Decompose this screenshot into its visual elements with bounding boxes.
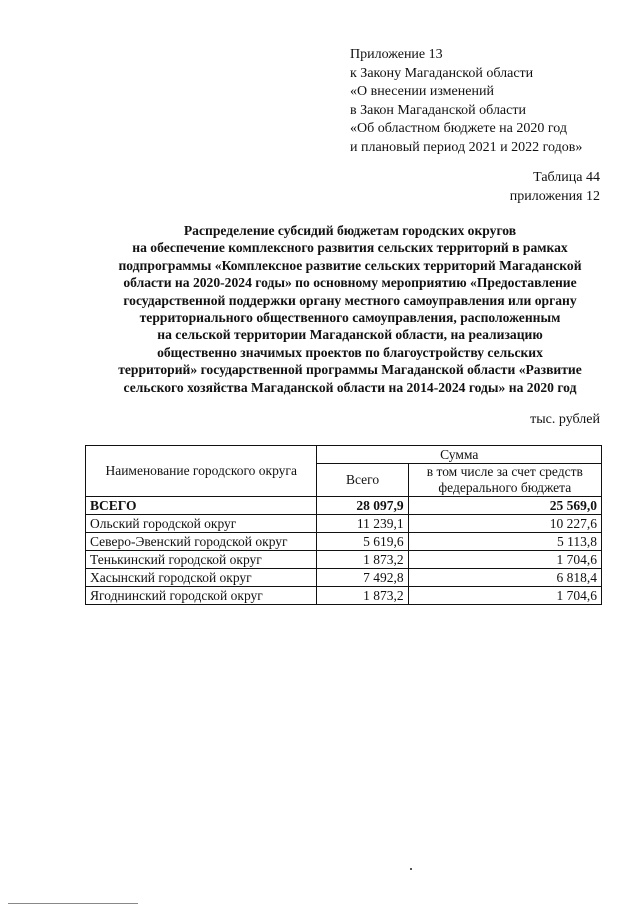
district-federal: 10 227,6 [408, 515, 601, 533]
table-reference [510, 169, 600, 206]
appendix-line: к Закону Магаданской области [350, 65, 534, 81]
units-label: тыс. рублей [530, 412, 600, 427]
title-line: сельского хозяйства Магаданской области на 2014-2024 годы» на 2020 год [123, 379, 577, 395]
district-name: Ольский городской округ [86, 515, 317, 533]
title-line: общественно значимых проектов по благоустройству сельских [157, 344, 543, 360]
district-total: 7 492,8 [317, 569, 408, 587]
district-total: 1 873,2 [317, 587, 408, 605]
district-federal: 6 818,4 [408, 569, 601, 587]
title-line: области на 2020-2024 годы» по основному мероприятию «Предоставление [123, 275, 577, 291]
total-sum: 28 097,9 [317, 497, 408, 515]
footer-rule [8, 903, 138, 904]
district-name: Хасынский городской округ [86, 569, 317, 587]
total-federal: 25 569,0 [408, 497, 601, 515]
table-row [86, 587, 602, 605]
total-row [86, 497, 602, 515]
district-name: Северо-Эвенский городской округ [86, 533, 317, 551]
district-name: Ягоднинский городской округ [86, 587, 317, 605]
title-line: подпрограммы «Комплексное развитие сельских территорий Магаданской [118, 257, 582, 273]
header-sum: Сумма [317, 446, 602, 464]
header-total: Всего [317, 464, 408, 497]
title-line: территориального общественного самоуправления, расположенным [139, 310, 561, 326]
district-total: 1 873,2 [317, 551, 408, 569]
title-line: на сельской территории Магаданской области, на реализацию [157, 327, 543, 343]
district-total: 5 619,6 [317, 533, 408, 551]
appendix-line: Приложение 13 [350, 47, 443, 62]
header-federal: в том числе за счет средств федерального бюджета [408, 464, 601, 497]
district-federal: 1 704,6 [408, 587, 601, 605]
title-line: на обеспечение комплексного развития сельских территорий в рамках [132, 240, 568, 256]
total-label: ВСЕГО [86, 497, 317, 515]
table-row [86, 551, 602, 569]
appendix-reference: приложения 12 [509, 188, 600, 204]
table-row [86, 515, 602, 533]
table-row [86, 569, 602, 587]
district-federal: 5 113,8 [408, 533, 601, 551]
header-district-name: Наименование городского округа [86, 446, 317, 497]
appendix-block [350, 46, 582, 157]
table-header-row [86, 446, 602, 464]
title-line: территорий» государственной программы Магаданской области «Развитие [118, 362, 582, 378]
table-row [86, 533, 602, 551]
appendix-line: и плановый период 2021 и 2022 годов» [350, 139, 583, 155]
appendix-line: в Закон Магаданской области [350, 102, 526, 118]
title-line: Распределение субсидий бюджетам городских округов [183, 223, 517, 238]
appendix-line: «О внесении изменений [350, 84, 494, 99]
document-title [80, 222, 620, 396]
district-federal: 1 704,6 [408, 551, 601, 569]
scan-mark [410, 868, 412, 870]
table-number: Таблица 44 [533, 170, 600, 185]
district-total: 11 239,1 [317, 515, 408, 533]
appendix-line: «Об областном бюджете на 2020 год [350, 121, 567, 136]
title-line: государственной поддержки органу местного самоуправления или органу [123, 292, 577, 308]
subsidy-table [85, 445, 602, 605]
district-name: Тенькинский городской округ [86, 551, 317, 569]
